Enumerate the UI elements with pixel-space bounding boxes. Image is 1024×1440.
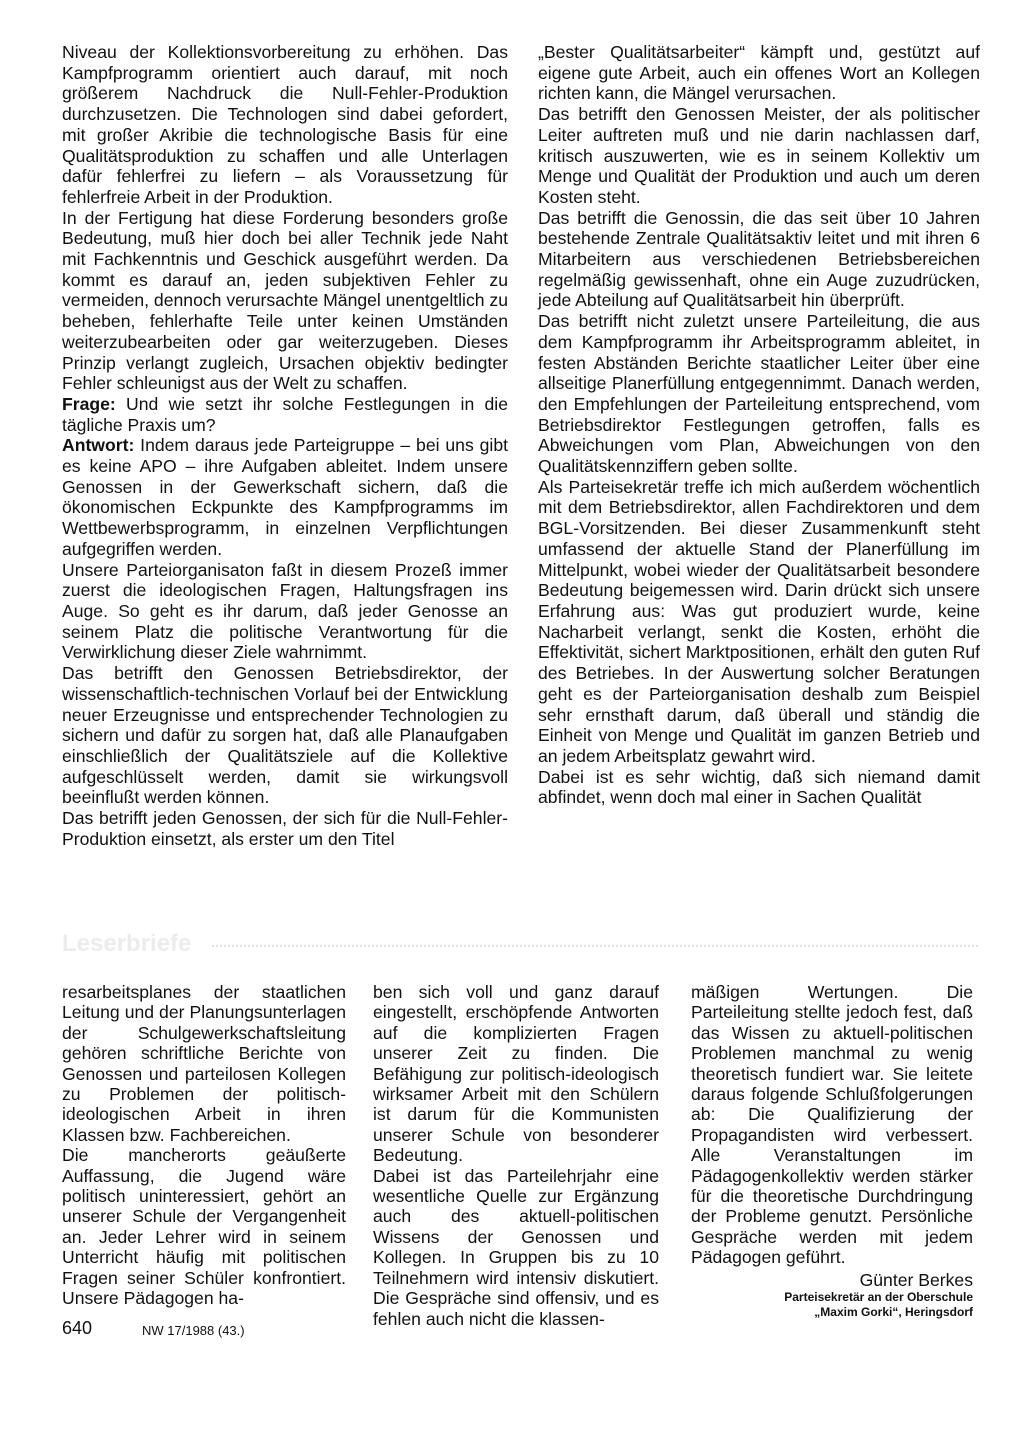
answer-text: Indem daraus jede Parteigruppe – bei uns gibt es keine APO – ihre Aufgaben ableitet. Indem unsere Genossen in der Gewerkschaft sichern, daß die ökonomischen Eckpunkte des Kampfprogramms im Wettbewerbsprogramm, in einzelnen Verpflichtungen aufgegriffen werden. bbox=[62, 435, 508, 559]
paragraph: Das betrifft jeden Genossen, der sich für die Null-Fehler-Produktion einsetzt, als erster um den Titel bbox=[62, 808, 508, 849]
lower-column-2 bbox=[373, 982, 659, 1329]
lower-column-3 bbox=[691, 982, 973, 1320]
page-number: 640 bbox=[62, 1318, 93, 1338]
paragraph: Das betrifft nicht zuletzt unsere Parteileitung, die aus dem Kampfprogramm ihr Arbeitsprogramm ableitet, in festen Abständen Berichte staatlicher Leiter über eine allseitige Planerfüllung entgegennimmt. Danach werden, den Empfehlungen der Parteileitung entsprechend, vom Betriebsdirektor Festlegungen getroffen, falls es Abweichungen vom Plan, Abweichungen von den Qualitätskennziffern geben sollte. bbox=[538, 311, 980, 477]
paragraph: Niveau der Kollektionsvorbereitung zu erhöhen. Das Kampfprogramm orientiert auch darauf, mit noch größerem Nachdruck die Null-Fehler-Produktion durchzusetzen. Die Technologen sind dabei gefordert, mit großer Akribie die technologische Basis für eine Qualitätsproduktion zu schaffen und alle Unterlagen dafür fehlerfrei zu liefern – als Voraussetzung für fehlerfreie Arbeit in der Produktion. bbox=[62, 42, 508, 207]
paragraph: mäßigen Wertungen. Die Parteileitung stellte jedoch fest, daß das Wissen zu aktuell-politischen Problemen manchmal zu wenig theoretisch fundiert war. Sie leitete daraus folgende Schlußfolgerungen ab: Die Qualifizierung der Propagandisten wird verbessert. Alle Veranstaltungen im Pädagogenkollektiv werden stärker für die theoretische Durchdringung der Probleme genutzt. Persönliche Gespräche werden mit jedem Pädagogen geführt. bbox=[691, 982, 973, 1268]
upper-left-column bbox=[62, 42, 508, 849]
paragraph: Dabei ist das Parteilehrjahr eine wesentliche Quelle zur Ergänzung auch des aktuell-politischen Wissens der Genossen und Kollegen. In Gruppen bis zu 10 Teilnehmern wird intensiv diskutiert. Die Gespräche sind offensiv, und es fehlen auch nicht die klassen- bbox=[373, 1165, 659, 1329]
signature-role-line-1: Parteisekretär an der Oberschule bbox=[784, 1290, 973, 1305]
paragraph: Die mancherorts geäußerte Auffassung, die Jugend wäre politisch uninteressiert, gehört an unserer Schule der Vergangenheit an. Jeder Lehrer wird in seinem Unterricht häufig mit politischen Fragen seiner Schüler konfrontiert. Unsere Pädagogen ha- bbox=[62, 1145, 346, 1309]
section-divider bbox=[62, 930, 978, 960]
paragraph: Das betrifft die Genossin, die das seit über 10 Jahren bestehende Zentrale Qualitätsaktiv leitet und mit ihren 6 Mitarbeitern aus verschiedenen Betriebsbereichen regelmäßig gewissenhaft, ohne ein Auge zuzudrücken, jede Abteilung auf Qualitätsarbeit hin überprüft. bbox=[538, 207, 980, 311]
paragraph: Das betrifft den Genossen Meister, der als politischer Leiter auftreten muß und nie darin nachlassen darf, kritisch auszuwerten, wie es in seinem Kollektiv um Menge und Qualität der Produktion und auch um deren Kosten steht. bbox=[538, 104, 980, 207]
section-divider-label: Leserbriefe bbox=[62, 930, 192, 957]
divider-rule bbox=[212, 945, 978, 947]
upper-right-column bbox=[538, 42, 980, 808]
paragraph: Unsere Parteiorganisaton faßt in diesem Prozeß immer zuerst die ideologischen Fragen, Haltungsfragen ins Auge. So geht es ihr darum, daß jeder Genosse an seinem Platz die politische Verantwortung für die Verwirklichung dieser Ziele wahrnimmt. bbox=[62, 559, 508, 663]
paragraph: „Bester Qualitätsarbeiter“ kämpft und, gestützt auf eigene gute Arbeit, auch ein offenes Wort an Kollegen richten kann, die Mängel verursachen. bbox=[538, 42, 980, 104]
question-paragraph bbox=[62, 394, 508, 435]
question-label: Frage: bbox=[62, 393, 116, 414]
paragraph: Dabei ist es sehr wichtig, daß sich niemand damit abfindet, wenn doch mal einer in Sachen Qualität bbox=[538, 766, 980, 808]
paragraph: resarbeitsplanes der staatlichen Leitung und der Planungsunterlagen der Schulgewerkschaftsleitung gehören schriftliche Berichte von Genossen und parteilosen Kollegen zu Problemen der politisch-ideologischen Arbeit in ihren Klassen bzw. Fachbereichen. bbox=[62, 982, 346, 1145]
answer-label: Antwort: bbox=[62, 435, 135, 456]
issue-label: NW 17/1988 (43.) bbox=[142, 1323, 245, 1338]
answer-paragraph bbox=[62, 435, 508, 559]
paragraph: ben sich voll und ganz darauf eingestellt, erschöpfende Antworten auf die komplizierten Fragen unserer Zeit zu finden. Die Befähigung zur politisch-ideologisch wirksamer Arbeit mit den Schülern ist darum für die Kommunisten unserer Schule von besonderer Bedeutung. bbox=[373, 982, 659, 1166]
lower-column-1 bbox=[62, 982, 346, 1309]
paragraph: Als Parteisekretär treffe ich mich außerdem wöchentlich mit dem Betriebsdirektor, allen Fachdirektoren und dem BGL-Vorsitzenden. Bei dieser Zusammenkunft steht umfassend der aktuelle Stand der Planerfüllung im Mittelpunkt, wobei wieder der Qualitätsarbeit besondere Bedeutung beigemessen wird. Darin drückt sich unsere Erfahrung aus: Was gut produziert wurde, keine Nacharbeit verlangt, senkt die Kosten, erhöht die Effektivität, sichert Marktpositionen, erhält den guten Ruf des Betriebes. In der Auswertung solcher Beratungen geht es der Parteiorganisation deshalb zum Beispiel sehr ernsthaft darum, daß überall und ständig die Einheit von Menge und Qualität im ganzen Betrieb und an jedem Arbeitsplatz gewahrt wird. bbox=[538, 476, 980, 766]
paragraph: In der Fertigung hat diese Forderung besonders große Bedeutung, muß hier doch bei aller Technik jede Naht mit Fachkenntnis und Geschick ausgeführt werden. Da kommt es darauf an, jeden subjektiven Fehler zu vermeiden, dennoch verursachte Mängel unentgeltlich zu beheben, fehlerhafte Teile unter keinen Umständen weiterzubearbeiten oder gar weiterzugeben. Dieses Prinzip verlangt zugleich, Ursachen objektiv bedingter Fehler schleunigst aus der Welt zu schaffen. bbox=[62, 207, 508, 394]
signature-role-line-2: „Maxim Gorki“, Heringsdorf bbox=[814, 1305, 973, 1320]
signature-name: Günter Berkes bbox=[859, 1269, 973, 1290]
question-text: Und wie setzt ihr solche Festlegungen in die tägliche Praxis um? bbox=[62, 393, 508, 435]
paragraph: Das betrifft den Genossen Betriebsdirektor, der wissenschaftlich-technischen Vorlauf bei der Entwicklung neuer Erzeugnisse und entsprechender Technologien zu sichern und dafür zu sorgen hat, daß alle Planaufgaben einschließlich der Qualitätsziele auf die Kollektive aufgeschlüsselt werden, damit sie wirkungsvoll beeinflußt werden können. bbox=[62, 663, 508, 808]
